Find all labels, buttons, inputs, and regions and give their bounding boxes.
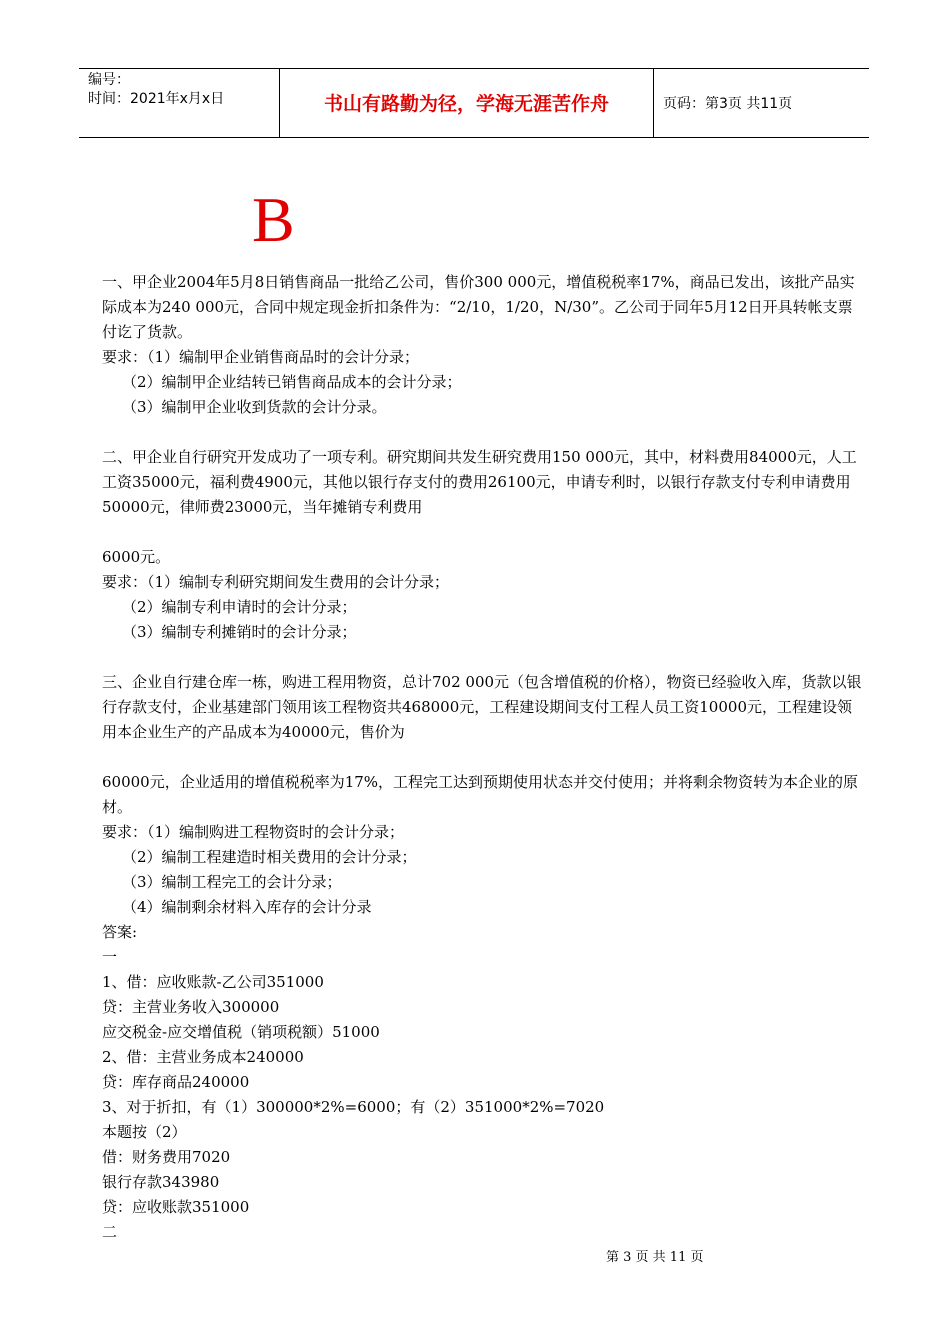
question-1-req-3: （3）编制甲企业收到货款的会计分录。	[122, 398, 387, 416]
question-3-req-4: （4）编制剩余材料入库存的会计分录	[122, 898, 372, 916]
question-2-text-cont: 6000元。	[102, 548, 171, 566]
question-3-text-cont: 60000元，企业适用的增值税税率为17%，工程完工达到预期使用状态并交付使用；并将剩余物资转为本企业的原材。	[102, 773, 859, 816]
page-header	[79, 68, 869, 138]
answer-line: 贷：应收账款351000	[102, 1198, 250, 1216]
header-page-info: 页码：第3页 共11页	[663, 96, 793, 112]
document-body	[102, 270, 862, 1245]
answers-title: 答案:	[102, 923, 138, 941]
answers-part-1: 一	[102, 948, 118, 966]
header-motto: 书山有路勤为径，学海无涯苦作舟	[280, 69, 654, 137]
time-label: 时间：2021年x月x日	[88, 91, 225, 107]
answer-line: 借：财务费用7020	[102, 1148, 231, 1166]
question-3-req-3: （3）编制工程完工的会计分录；	[122, 873, 342, 891]
answer-line: 银行存款343980	[102, 1173, 220, 1191]
question-2-req-2: （2）编制专利申请时的会计分录；	[122, 598, 357, 616]
answer-line: 3、对于折扣，有（1）300000*2%=6000；有（2）351000*2%=7020	[102, 1098, 605, 1116]
question-2-req-3: （3）编制专利摊销时的会计分录；	[122, 623, 357, 641]
header-meta	[79, 69, 280, 137]
answer-line: 1、借：应收账款-乙公司351000	[102, 973, 324, 991]
question-2-req-1: 要求：（1）编制专利研究期间发生费用的会计分录；	[102, 573, 450, 591]
answer-line: 2、借：主营业务成本240000	[102, 1048, 304, 1066]
question-3-req-2: （2）编制工程建造时相关费用的会计分录；	[122, 848, 417, 866]
question-2-text: 二、甲企业自行研究开发成功了一项专利。研究期间共发生研究费用150 000元，其中，材料费用84000元，人工工资35000元，福利费4900元，其他以银行存支付的费用26100元，申请专利时，以银行存款支付专利申请费用50000元，律师费23000元，当年摊销专利费用	[102, 448, 857, 516]
question-3-text: 三、企业自行建仓库一栋，购进工程用物资，总计702 000元（包含增值税的价格），物资已经验收入库，货款以银行存款支付，企业基建部门领用该工程物资共468000元，工程建设期间支付工程人员工资10000元，工程建设领用本企业生产的产品成本为40000元，售价为	[102, 673, 862, 741]
answer-line: 贷：主营业务收入300000	[102, 998, 280, 1016]
page-footer: 第 3 页 共 11 页	[606, 1250, 704, 1265]
code-label: 编号：	[88, 72, 130, 88]
question-1-text: 一、甲企业2004年5月8日销售商品一批给乙公司，售价300 000元，增值税税率17%，商品已发出，该批产品实际成本为240 000元，合同中规定现金折扣条件为：“2/10，1/20，N/30”。乙公司于同年5月12日开具转帐支票付讫了货款。	[102, 273, 855, 341]
answers-part-2: 二	[102, 1223, 118, 1241]
section-letter: B	[252, 184, 295, 255]
answer-line: 本题按（2）	[102, 1123, 187, 1141]
question-3-req-1: 要求：（1）编制购进工程物资时的会计分录；	[102, 823, 405, 841]
answer-line: 应交税金-应交增值税（销项税额）51000	[102, 1023, 380, 1041]
question-1-req-2: （2）编制甲企业结转已销售商品成本的会计分录；	[122, 373, 462, 391]
question-1-req-1: 要求：（1）编制甲企业销售商品时的会计分录；	[102, 348, 420, 366]
answer-line: 贷：库存商品240000	[102, 1073, 250, 1091]
